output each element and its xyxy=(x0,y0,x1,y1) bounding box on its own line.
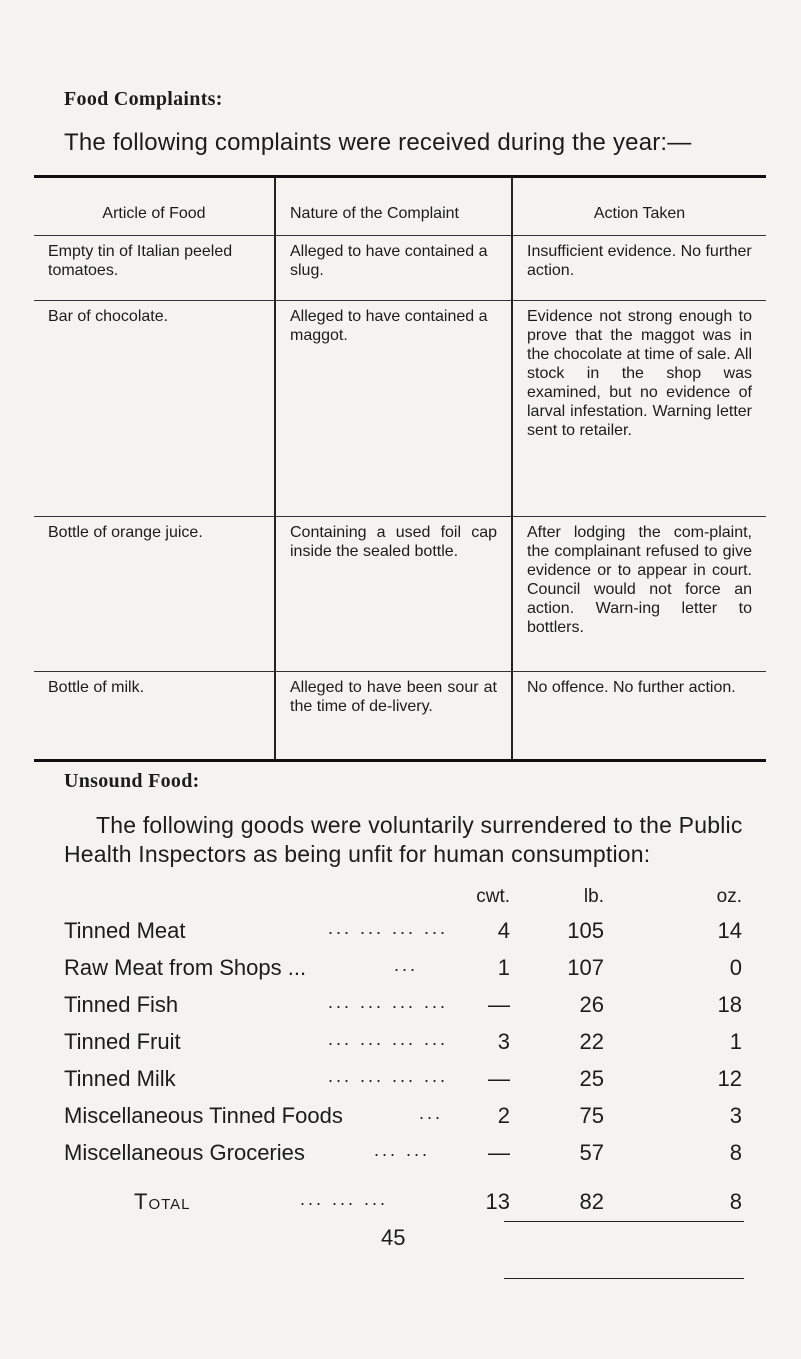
leader-dots: ... ... ... ... xyxy=(328,1066,449,1086)
leader-dots: ... xyxy=(394,955,419,975)
cell-nature: Alleged to have contained a slug. xyxy=(276,236,513,300)
item-cwt: 3 xyxy=(497,1029,510,1054)
leader-dots: ... xyxy=(419,1103,444,1123)
table-row xyxy=(34,672,766,759)
unsound-food-intro-line-2: Health Inspectors as being unfit for human consumption: xyxy=(64,841,651,867)
item-oz: 8 xyxy=(729,1140,742,1165)
cell-action: Evidence not strong enough to prove that the maggot was in the chocolate at time of sale. All stock in the shop was examined, but no evidence of larval infestation. Warning letter sent to retailer. xyxy=(527,308,753,439)
item-oz: 3 xyxy=(729,1103,742,1128)
item-cwt: 2 xyxy=(497,1103,510,1128)
cell-action: After lodging the com-plaint, the complainant refused to give evidence or to appear in court. Council would not force an action. Warn-ing letter to bottlers. xyxy=(527,524,752,636)
list-item xyxy=(64,949,744,986)
column-header-nature: Nature of the Complaint xyxy=(276,178,513,235)
complaints-table xyxy=(34,175,766,762)
list-item xyxy=(64,1134,744,1171)
table-header-row xyxy=(34,178,766,236)
unsound-food-intro-line-1: The following goods were voluntarily surrendered to the Public xyxy=(96,812,743,838)
item-label: Miscellaneous Groceries xyxy=(64,1140,305,1165)
item-label: Tinned Fish xyxy=(64,992,179,1017)
food-complaints-heading: Food Complaints: xyxy=(64,88,223,110)
unsound-goods-list xyxy=(64,882,744,1220)
cell-nature: Alleged to have been sour at the time of de-livery. xyxy=(276,672,513,759)
unit-cwt: cwt. xyxy=(476,886,510,907)
total-oz: 8 xyxy=(729,1189,742,1214)
item-lb: 25 xyxy=(579,1066,604,1091)
leader-dots: ... ... ... ... xyxy=(328,1029,449,1049)
list-item xyxy=(64,1060,744,1097)
item-cwt: — xyxy=(488,992,510,1017)
cell-article: Empty tin of Italian peeled tomatoes. xyxy=(34,236,276,300)
item-oz: 0 xyxy=(729,955,742,980)
item-cwt: — xyxy=(488,1066,510,1091)
list-item xyxy=(64,1023,744,1060)
cell-nature: Alleged to have contained a maggot. xyxy=(276,301,513,516)
units-header xyxy=(64,882,744,912)
total-label: Total xyxy=(134,1189,191,1214)
item-label: Tinned Milk xyxy=(64,1066,176,1091)
table-row xyxy=(34,517,766,672)
cell-article: Bottle of milk. xyxy=(34,672,276,759)
item-oz: 1 xyxy=(729,1029,742,1054)
leader-dots: ... ... ... xyxy=(300,1189,389,1209)
list-item xyxy=(64,912,744,949)
list-item xyxy=(64,986,744,1023)
cell-article: Bar of chocolate. xyxy=(34,301,276,516)
column-header-action: Action Taken xyxy=(593,205,686,222)
food-complaints-intro: The following complaints were received during the year:— xyxy=(64,129,692,156)
item-cwt: 1 xyxy=(497,955,510,980)
item-lb: 107 xyxy=(567,955,604,980)
page-number: 45 xyxy=(381,1225,406,1250)
item-lb: 57 xyxy=(579,1140,604,1165)
item-label: Miscellaneous Tinned Foods xyxy=(64,1103,343,1128)
cell-action: No offence. No further action. xyxy=(527,679,736,696)
total-lb: 82 xyxy=(579,1189,604,1214)
item-label: Tinned Fruit xyxy=(64,1029,181,1054)
total-rule-top xyxy=(504,1221,744,1222)
item-lb: 26 xyxy=(579,992,604,1017)
item-label: Raw Meat from Shops ... xyxy=(64,955,307,980)
leader-dots: ... ... xyxy=(374,1140,431,1160)
leader-dots: ... ... ... ... xyxy=(328,992,449,1012)
unsound-food-heading: Unsound Food: xyxy=(64,770,200,792)
total-row xyxy=(64,1183,744,1220)
item-cwt: 4 xyxy=(497,918,510,943)
leader-dots: ... ... ... ... xyxy=(328,918,449,938)
item-oz: 18 xyxy=(717,992,742,1017)
total-rule-bottom xyxy=(504,1278,744,1279)
column-header-article: Article of Food xyxy=(34,178,276,235)
list-item xyxy=(64,1097,744,1134)
unit-oz: oz. xyxy=(716,886,742,907)
item-cwt: — xyxy=(488,1140,510,1165)
item-oz: 12 xyxy=(717,1066,742,1091)
unit-lb: lb. xyxy=(583,886,604,907)
cell-article: Bottle of orange juice. xyxy=(34,517,276,671)
item-oz: 14 xyxy=(717,918,742,943)
item-lb: 22 xyxy=(579,1029,604,1054)
item-label: Tinned Meat xyxy=(64,918,186,943)
table-row xyxy=(34,236,766,301)
cell-nature: Containing a used foil cap inside the sealed bottle. xyxy=(276,517,513,671)
table-row xyxy=(34,301,766,517)
item-lb: 105 xyxy=(567,918,604,943)
total-cwt: 13 xyxy=(485,1189,510,1214)
item-lb: 75 xyxy=(579,1103,604,1128)
cell-action: Insufficient evidence. No further action. xyxy=(527,243,752,279)
